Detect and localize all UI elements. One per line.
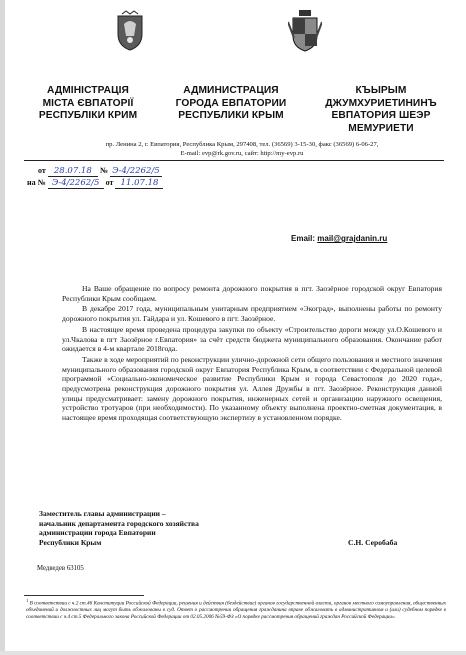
recipient-email bbox=[291, 234, 387, 243]
address-line: пр. Ленина 2, г. Евпатория, Республика Крым, 297408, тел. (36569) 3-15-30, факс (36569) 6-06-27, bbox=[105, 141, 379, 148]
header-line: АДМИНИСТРАЦИЯ bbox=[183, 85, 279, 96]
outgoing-number: Э-4/2262/5 bbox=[110, 166, 162, 177]
office-address bbox=[32, 141, 452, 158]
page-edge-shadow bbox=[0, 0, 5, 655]
to-from-label: от bbox=[105, 178, 114, 187]
footnote-divider bbox=[24, 595, 144, 596]
header-ukrainian bbox=[18, 85, 158, 123]
executor-contact: Медведев 63105 bbox=[37, 565, 84, 572]
email-label: Email: bbox=[291, 234, 316, 243]
to-label: на № bbox=[27, 178, 46, 187]
footnote-marker: 1 bbox=[26, 598, 29, 603]
header-line: МІСТА ЄВПАТОРІЇ bbox=[42, 97, 134, 109]
number-label: № bbox=[99, 166, 108, 175]
outgoing-registration bbox=[38, 166, 162, 177]
footnote bbox=[26, 598, 446, 621]
body-paragraph: В декабре 2017 года, муниципальным унитарным предприятием «Экоград», выполнены работы по ремонту дорожного покрытия ул. Гайдара и ул. Кошевого в пгт. Заозёрное. bbox=[62, 304, 442, 324]
evpatoria-coat-of-arms-icon bbox=[288, 10, 322, 52]
signatory-position bbox=[39, 509, 199, 547]
header-line: ЕВПАТОРИЯ ШЕЭР bbox=[331, 110, 431, 121]
body-paragraph: На Ваше обращение по вопросу ремонта дорожного покрытия в пгт. Заозёрное городской округ Евпатория Республики Крым сообщаем. bbox=[62, 284, 442, 303]
incoming-date: 11.07.18 bbox=[115, 178, 163, 189]
incoming-number: Э-4/2262/5 bbox=[48, 178, 104, 189]
outgoing-date: 28.07.18 bbox=[48, 166, 98, 177]
header-divider bbox=[24, 160, 444, 161]
position-line: администрации города Евпатории bbox=[39, 528, 156, 538]
header-line: ГОРОДА ЕВПАТОРИИ bbox=[175, 97, 287, 109]
header-line: РЕСПУБЛІКИ КРИМ bbox=[38, 110, 138, 121]
position-line: начальник департамента городского хозяйства bbox=[39, 518, 199, 528]
header-russian bbox=[160, 85, 302, 123]
signatory-name: С.Н. Серобаба bbox=[348, 538, 398, 547]
from-label: от bbox=[38, 166, 46, 175]
crimea-coat-of-arms-icon bbox=[114, 10, 146, 52]
position-line: Заместитель главы администрации – bbox=[39, 509, 166, 518]
body-paragraph: В настоящее время проведена процедура закупки по объекту «Строительство дороги между ул.О.Кошевого и ул.Чкалова в пгт Заозёрное г.Евпатория» за счёт средств бюджета муниципального образования. Окончание работ ожидается в 4-м квартале 2018года. bbox=[62, 324, 442, 354]
email-address[interactable]: mail@grajdanin.ru bbox=[317, 234, 388, 243]
header-crimean-tatar bbox=[306, 85, 456, 135]
header-line: АДМІНІСТРАЦІЯ bbox=[47, 85, 129, 96]
header-line: МЕМУРИЕТИ bbox=[348, 122, 414, 134]
footnote-text: В соответствии с ч.2 ст.46 Конституции Российской Федерации, решения и действия (бездействие) органов государственной власти, органов местного самоуправления, общественных объединений и должностных лиц могут быть обжалованы в суд. Ответ о рассмотрении обращения гражданина вправе обжаловать в административном и (или) судебном порядке в соответствии с ч.4 ст.5 Федерального закона Российской Федерации от 02.05.2006 №59-ФЗ «О порядке рассмотрения обращений граждан Российской Федерации». bbox=[26, 600, 446, 620]
header-line: ДЖУМХУРИЕТИНИНЪ bbox=[325, 97, 437, 109]
header-line: РЕСПУБЛИКИ КРЫМ bbox=[178, 110, 284, 121]
position-line: Республики Крым bbox=[39, 537, 102, 547]
header-line: КЪЫРЫМ bbox=[355, 85, 407, 96]
address-contacts: E-mail: evp@rk.gov.ru, сайт: http://my-evp.ru bbox=[180, 149, 304, 157]
body-paragraph: Также в ходе мероприятий по реконструкции улично-дорожной сети общего пользования и местного значения муниципального образования городской округ Евпатория Республика Крым, в соответствии с Федеральной целевой программой «Социально-экономическое развитие Республики Крым и города Севастополя до 2020 года», предусмотрена реконструкция дорожного покрытия ул. Аллея Дружбы в пгт. Заозёрное. Реконструкция данной улицы предусматривает: замену дорожного покрытия, инженерных сетей и организацию наружного освещения, устройство тротуаров (при необходимости). По указанному объекту выполнена проектно-сметная документация, в настоящее время проходящая соответствующую экспертизу в установленном порядке. bbox=[62, 354, 442, 423]
letter-body bbox=[62, 284, 442, 424]
incoming-reference bbox=[27, 178, 163, 189]
page-edge-shadow-bottom bbox=[0, 651, 466, 655]
